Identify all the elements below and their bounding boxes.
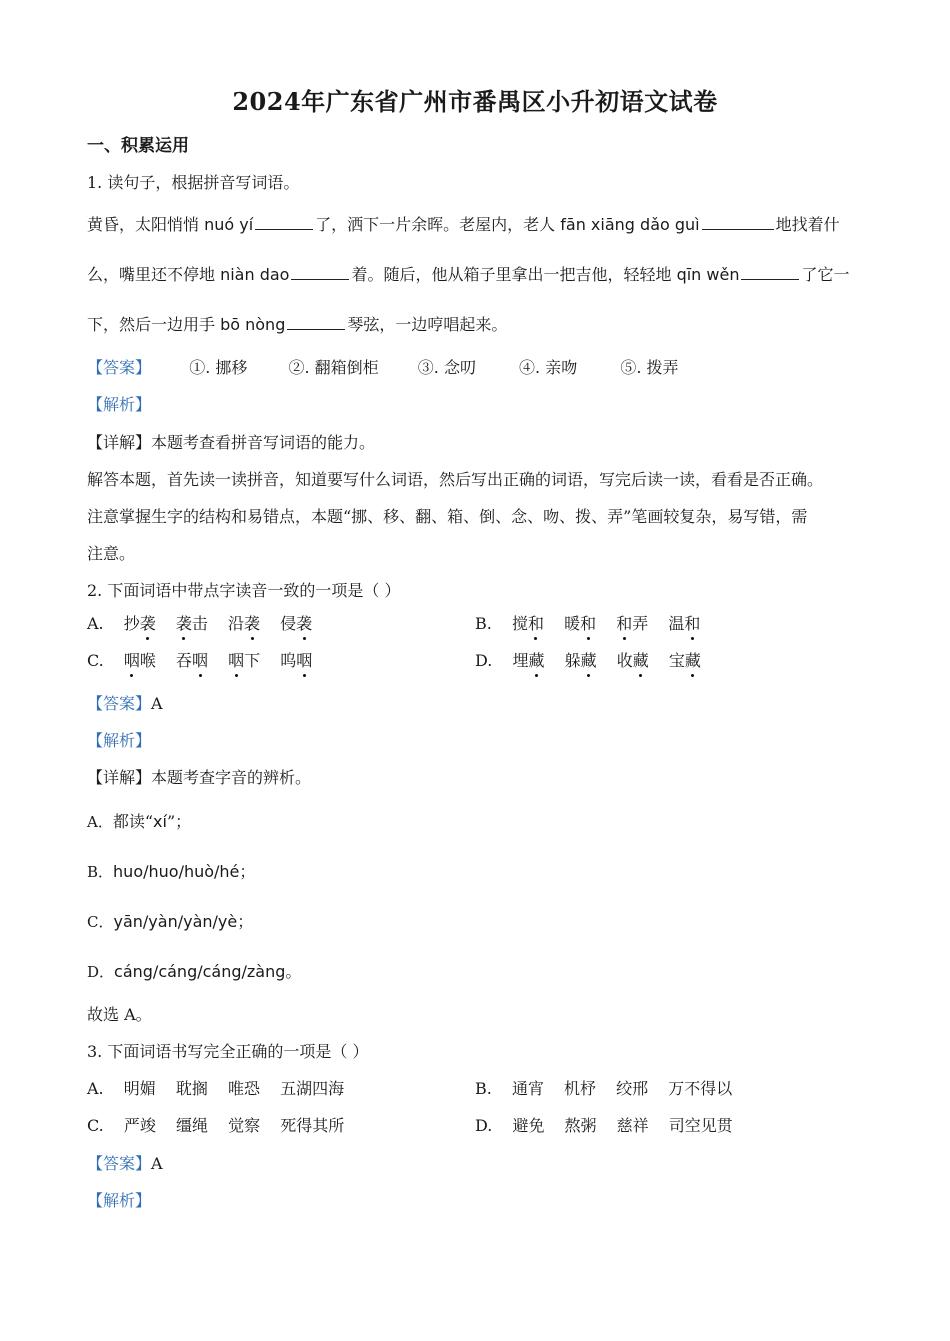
q2-stem: 2. 下面词语中带点字读音一致的一项是（ ） xyxy=(87,581,401,600)
page-title: 2024年广东省广州市番禺区小升初语文试卷 xyxy=(232,87,718,116)
word: 司空见贯 xyxy=(668,1116,733,1135)
q1-explanation-3: 注意。 xyxy=(87,544,136,563)
word: 温和 xyxy=(668,614,700,633)
word: 收藏 xyxy=(617,651,649,670)
q2-option-b[interactable] xyxy=(475,611,715,634)
answer-tag: 【答案】 xyxy=(87,694,152,713)
word: 缰绳 xyxy=(175,1116,208,1135)
word: 暖和 xyxy=(564,614,596,633)
q1-detail xyxy=(87,430,375,453)
detail-tag: 【详解】 xyxy=(87,768,152,787)
word: 埋藏 xyxy=(512,651,544,670)
word: 严竣 xyxy=(123,1116,156,1135)
q1-line-1 xyxy=(87,212,840,235)
word: 通宵 xyxy=(511,1079,544,1098)
text: 黄昏，太阳悄悄 xyxy=(87,215,205,234)
q3-option-d[interactable] xyxy=(475,1113,748,1136)
word: 侵袭 xyxy=(280,614,312,633)
word: 觉察 xyxy=(228,1116,261,1135)
q2-detail xyxy=(87,765,311,788)
q3-option-b[interactable] xyxy=(475,1076,747,1099)
word: 熬粥 xyxy=(564,1116,597,1135)
word: 咽喉 xyxy=(124,651,156,670)
word: 沿袭 xyxy=(228,614,260,633)
word: 呜咽 xyxy=(280,651,312,670)
q3-option-a[interactable] xyxy=(87,1076,359,1099)
word: 袭击 xyxy=(176,614,208,633)
section-heading: 一、积累运用 xyxy=(87,136,189,156)
word: 机杼 xyxy=(564,1079,597,1098)
answer-value: A xyxy=(151,1154,163,1173)
option-label: D. xyxy=(475,651,493,670)
q3-answer xyxy=(87,1151,163,1174)
option-label: B. xyxy=(475,614,492,633)
analysis-tag: 【解析】 xyxy=(87,1191,152,1210)
word: 死得其所 xyxy=(280,1116,345,1135)
text: 了，洒下一片余晖。老屋内，老人 xyxy=(315,215,561,234)
text: 琴弦，一边哼唱起来。 xyxy=(347,315,508,334)
answer-tag: 【答案】 xyxy=(87,1154,152,1173)
word: 五湖四海 xyxy=(280,1079,345,1098)
q2-explain-d: D．cáng/cáng/cáng/zàng。 xyxy=(87,962,302,981)
option-label: D. xyxy=(475,1116,493,1135)
word: 吞咽 xyxy=(176,651,208,670)
option-label: C. xyxy=(87,1116,104,1135)
answer-blank[interactable] xyxy=(255,215,313,230)
q2-explain-b: B．huo/huo/huò/hé； xyxy=(87,862,256,881)
text: 着。随后，他从箱子里拿出一把吉他，轻轻地 xyxy=(351,265,677,284)
word: 绞邢 xyxy=(616,1079,649,1098)
word: 耽搁 xyxy=(175,1079,208,1098)
q1-line-3 xyxy=(87,312,507,335)
q1-answer xyxy=(87,355,679,378)
text: 么，嘴里还不停地 xyxy=(87,265,221,284)
q1-explanation-1: 解答本题，首先读一读拼音，知道要写什么词语，然后写出正确的词语，写完后读一读，看看是否正确。 xyxy=(87,470,824,489)
answer-item: ①. 挪移 xyxy=(189,358,248,377)
word: 抄袭 xyxy=(124,614,156,633)
answer-blank[interactable] xyxy=(702,215,774,230)
detail-text: 本题考查看拼音写词语的能力。 xyxy=(151,433,376,452)
q2-explain-a: A．都读“xí”； xyxy=(87,812,192,831)
option-label: A. xyxy=(87,614,104,633)
q2-option-c[interactable] xyxy=(87,648,327,671)
analysis-tag: 【解析】 xyxy=(87,731,152,750)
pinyin: qīn wěn xyxy=(676,265,740,284)
q2-option-d[interactable] xyxy=(475,648,716,671)
text: 了它一 xyxy=(801,265,850,284)
q3-stem: 3. 下面词语书写完全正确的一项是（ ） xyxy=(87,1042,369,1061)
q3-option-c[interactable] xyxy=(87,1113,359,1136)
word: 万不得以 xyxy=(668,1079,733,1098)
pinyin: fān xiāng dǎo guì xyxy=(560,215,700,234)
detail-text: 本题考查字音的辨析。 xyxy=(151,768,312,787)
pinyin: nuó yí xyxy=(204,215,254,234)
q1-explanation-2: 注意掌握生字的结构和易错点，本题“挪、移、翻、箱、倒、念、吻、拨、弄”笔画较复杂，易写错，需 xyxy=(87,507,808,526)
pinyin: niàn dao xyxy=(220,265,290,284)
word: 明媚 xyxy=(123,1079,156,1098)
option-label: B. xyxy=(475,1079,492,1098)
pinyin: bō nòng xyxy=(220,315,286,334)
answer-blank[interactable] xyxy=(287,315,345,330)
word: 搅和 xyxy=(512,614,544,633)
q2-explain-c: C．yān/yàn/yàn/yè； xyxy=(87,912,254,931)
q2-option-a[interactable] xyxy=(87,611,327,634)
option-label: C. xyxy=(87,651,104,670)
word: 慈祥 xyxy=(616,1116,649,1135)
q2-conclusion: 故选 A。 xyxy=(87,1005,152,1024)
word: 躲藏 xyxy=(565,651,597,670)
word: 宝藏 xyxy=(669,651,701,670)
word: 唯恐 xyxy=(227,1079,260,1098)
word: 和弄 xyxy=(616,614,648,633)
detail-tag: 【详解】 xyxy=(87,433,152,452)
word: 咽下 xyxy=(228,651,260,670)
answer-blank[interactable] xyxy=(291,265,349,280)
word: 避免 xyxy=(512,1116,545,1135)
q2-answer xyxy=(87,691,163,714)
answer-item: ⑤. 拨弄 xyxy=(620,358,679,377)
q1-line-2 xyxy=(87,262,849,285)
answer-item: ③. 念叨 xyxy=(417,358,476,377)
text: 下，然后一边用手 xyxy=(87,315,221,334)
answer-item: ②. 翻箱倒柜 xyxy=(288,358,379,377)
option-label: A. xyxy=(87,1079,104,1098)
answer-value: A xyxy=(151,694,163,713)
q1-stem: 1. 读句子，根据拼音写词语。 xyxy=(87,173,300,192)
text: 地找着什 xyxy=(775,215,840,234)
answer-item: ④. 亲吻 xyxy=(519,358,578,377)
analysis-tag: 【解析】 xyxy=(87,395,152,414)
answer-blank[interactable] xyxy=(741,265,799,280)
answer-tag: 【答案】 xyxy=(87,358,152,377)
